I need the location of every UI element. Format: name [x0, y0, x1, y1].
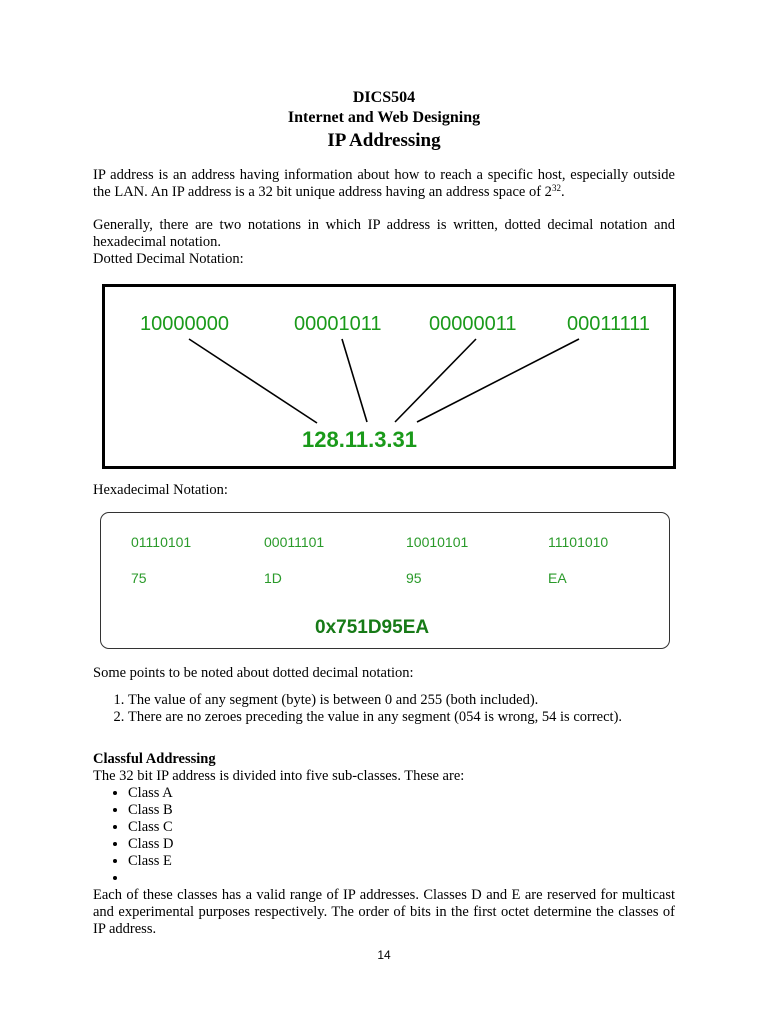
binary-octet-3: 00000011: [429, 313, 517, 335]
binary-octet-1: 10000000: [140, 313, 229, 335]
list-item: • Class E: [128, 853, 675, 870]
list-item: • Class D: [128, 836, 675, 853]
hex-value-3: 95: [406, 570, 422, 586]
page-content: [93, 88, 675, 268]
hexadecimal-figure: [100, 512, 670, 649]
classful-intro: The 32 bit IP address is divided into five sub-classes. These are:: [93, 768, 465, 784]
list-item: 1. The value of any segment (byte) is between 0 and 255 (both included).: [128, 692, 675, 709]
topic-title: IP Addressing: [327, 130, 441, 151]
hex-notation-label: Hexadecimal Notation:: [93, 482, 228, 498]
subject-title: Internet and Web Designing: [287, 109, 481, 126]
binary-octet-4: 00011111: [567, 313, 651, 335]
exponent: 32: [551, 183, 561, 193]
classful-closing: Each of these classes has a valid range of IP addresses. Classes D and E are reserved for multicast and experimental purposes respectively. The order of bits in the first octet determine the classes of IP address.: [93, 887, 675, 937]
list-item: [128, 870, 675, 887]
hex-binary-3: 10010101: [406, 534, 469, 550]
hex-value-4: EA: [548, 570, 567, 586]
hex-value-1: 75: [131, 570, 147, 586]
points-section: [93, 665, 675, 726]
connector-line: [189, 339, 317, 423]
connector-line: [417, 339, 579, 422]
connector-line: [342, 339, 367, 422]
points-list: [93, 692, 675, 726]
classful-section: [93, 751, 675, 938]
points-intro: Some points to be noted about dotted decimal notation:: [93, 665, 414, 681]
dotted-decimal-result: 128.11.3.31: [302, 427, 418, 452]
hex-result: 0x751D95EA: [315, 617, 430, 638]
list-item: • Class A: [128, 785, 675, 802]
class-list: [93, 785, 675, 887]
intro-paragraph: IP address is an address having information about how to reach a specific host, especially outside the LAN. An IP address is a 32 bit unique address having an address space of $2^{32}$.: [93, 167, 675, 200]
notation-paragraph: Generally, there are two notations in which IP address is written, dotted decimal notation and hexadecimal notation.: [93, 217, 675, 250]
list-item: • Class B: [128, 802, 675, 819]
dotted-notation-label: Dotted Decimal Notation:: [93, 251, 244, 267]
binary-octet-2: 00001011: [294, 313, 382, 335]
connector-line: [395, 339, 476, 422]
hex-binary-2: 00011101: [264, 534, 325, 550]
page-number: 14: [377, 948, 391, 962]
hex-value-2: 1D: [264, 570, 282, 586]
course-code: DICS504: [352, 89, 416, 106]
list-item: 2. There are no zeroes preceding the value in any segment (054 is wrong, 54 is correct).: [128, 709, 675, 726]
hex-binary-4: 11101010: [548, 534, 609, 550]
hex-binary-1: 01110101: [131, 534, 192, 550]
document-header: [93, 88, 675, 154]
list-item: • Class C: [128, 819, 675, 836]
classful-heading: Classful Addressing: [93, 751, 216, 767]
dotted-decimal-figure: [102, 284, 676, 469]
